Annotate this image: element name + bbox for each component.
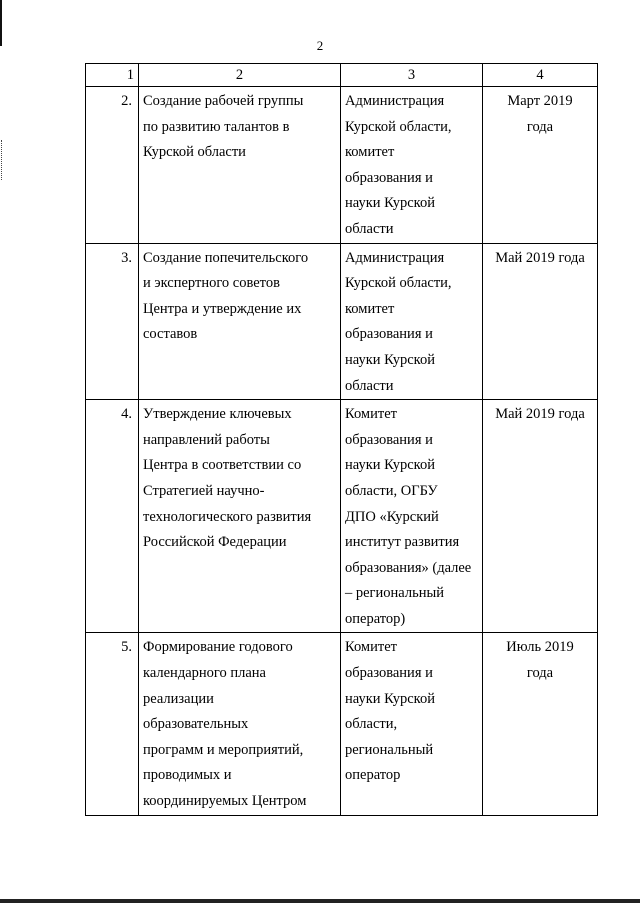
- event-line: направлений работы: [143, 431, 270, 448]
- event-line: проводимых и: [143, 767, 232, 784]
- event-line: координируемых Центром: [143, 793, 307, 810]
- page-number: 2: [316, 38, 324, 53]
- responsible-line: области: [345, 220, 394, 237]
- deadline-line: Май 2019 года: [495, 249, 585, 266]
- header-col-4: 4: [483, 64, 598, 87]
- responsible-line: образования и: [345, 431, 433, 448]
- row-number-cell: [86, 243, 139, 400]
- table-row: [86, 243, 598, 400]
- responsible-cell: [341, 243, 483, 400]
- responsible-line: ДПО «Курский: [345, 508, 439, 525]
- row-number: 5.: [121, 639, 132, 656]
- deadline-line: Май 2019 года: [495, 406, 585, 423]
- plan-table: [85, 63, 598, 816]
- event-cell: [139, 87, 341, 244]
- responsible-line: науки Курской: [345, 690, 435, 707]
- event-line: Центра и утверждение их: [143, 300, 302, 317]
- event-cell: [139, 400, 341, 633]
- responsible-line: – региональный: [345, 585, 444, 602]
- event-line: Создание попечительского: [143, 249, 309, 266]
- header-col-2: 2: [139, 64, 341, 87]
- deadline-line: года: [526, 665, 554, 682]
- event-line: Курской области: [143, 144, 246, 161]
- responsible-line: науки Курской: [345, 457, 435, 474]
- header-row: [86, 64, 598, 87]
- responsible-line: комитет: [345, 144, 395, 161]
- event-line: по развитию талантов в: [143, 118, 290, 135]
- deadline-cell: [483, 400, 598, 633]
- responsible-line: науки Курской: [345, 351, 435, 368]
- event-cell: [139, 243, 341, 400]
- event-line: Стратегией научно-: [143, 482, 265, 499]
- deadline-line: Март 2019: [507, 93, 573, 109]
- scan-bottom-edge: [0, 899, 640, 903]
- row-number-cell: [86, 633, 139, 815]
- responsible-line: образования и: [345, 326, 433, 343]
- responsible-line: Администрация: [345, 93, 445, 109]
- event-line: Центра в соответствии со: [143, 457, 302, 474]
- row-number: 4.: [121, 406, 132, 423]
- row-number: 3.: [121, 249, 132, 266]
- responsible-line: региональный: [345, 741, 434, 758]
- responsible-line: образования и: [345, 665, 433, 682]
- event-line: Формирование годового: [143, 639, 293, 656]
- responsible-line: науки Курской: [345, 195, 435, 212]
- row-number-cell: [86, 87, 139, 244]
- responsible-cell: [341, 400, 483, 633]
- responsible-line: области, ОГБУ: [345, 482, 438, 499]
- responsible-line: Курской области,: [345, 118, 452, 135]
- responsible-cell: [341, 87, 483, 244]
- event-line: Российской Федерации: [143, 534, 287, 551]
- table-row: [86, 633, 598, 815]
- responsible-line: области: [345, 377, 394, 394]
- responsible-line: образования» (далее: [345, 559, 472, 576]
- header-col-1: 1: [86, 64, 139, 87]
- deadline-line: Июль 2019: [506, 639, 574, 656]
- responsible-line: Комитет: [345, 639, 397, 656]
- responsible-line: образования и: [345, 169, 433, 186]
- event-line: и экспертного советов: [143, 275, 280, 292]
- table-row: [86, 87, 598, 244]
- deadline-cell: [483, 87, 598, 244]
- event-cell: [139, 633, 341, 815]
- event-line: программ и мероприятий,: [143, 741, 304, 758]
- responsible-line: Комитет: [345, 406, 397, 423]
- event-line: реализации: [143, 690, 214, 707]
- responsible-line: области,: [345, 716, 398, 733]
- responsible-cell: [341, 633, 483, 815]
- responsible-line: оператор): [345, 610, 406, 627]
- event-line: технологического развития: [143, 508, 312, 525]
- scan-edge-dots: [1, 140, 3, 180]
- event-line: составов: [143, 326, 198, 343]
- event-line: образовательных: [143, 716, 249, 733]
- deadline-line: года: [526, 118, 554, 135]
- deadline-cell: [483, 243, 598, 400]
- row-number: 2.: [121, 93, 132, 109]
- responsible-line: оператор: [345, 767, 401, 784]
- event-line: Создание рабочей группы: [143, 93, 304, 109]
- responsible-line: Курской области,: [345, 275, 452, 292]
- responsible-line: Администрация: [345, 249, 445, 266]
- responsible-line: комитет: [345, 300, 395, 317]
- responsible-line: институт развития: [345, 534, 460, 551]
- row-number-cell: [86, 400, 139, 633]
- deadline-cell: [483, 633, 598, 815]
- header-col-3: 3: [341, 64, 483, 87]
- event-line: календарного плана: [143, 665, 266, 682]
- event-line: Утверждение ключевых: [143, 406, 292, 423]
- table-row: [86, 400, 598, 633]
